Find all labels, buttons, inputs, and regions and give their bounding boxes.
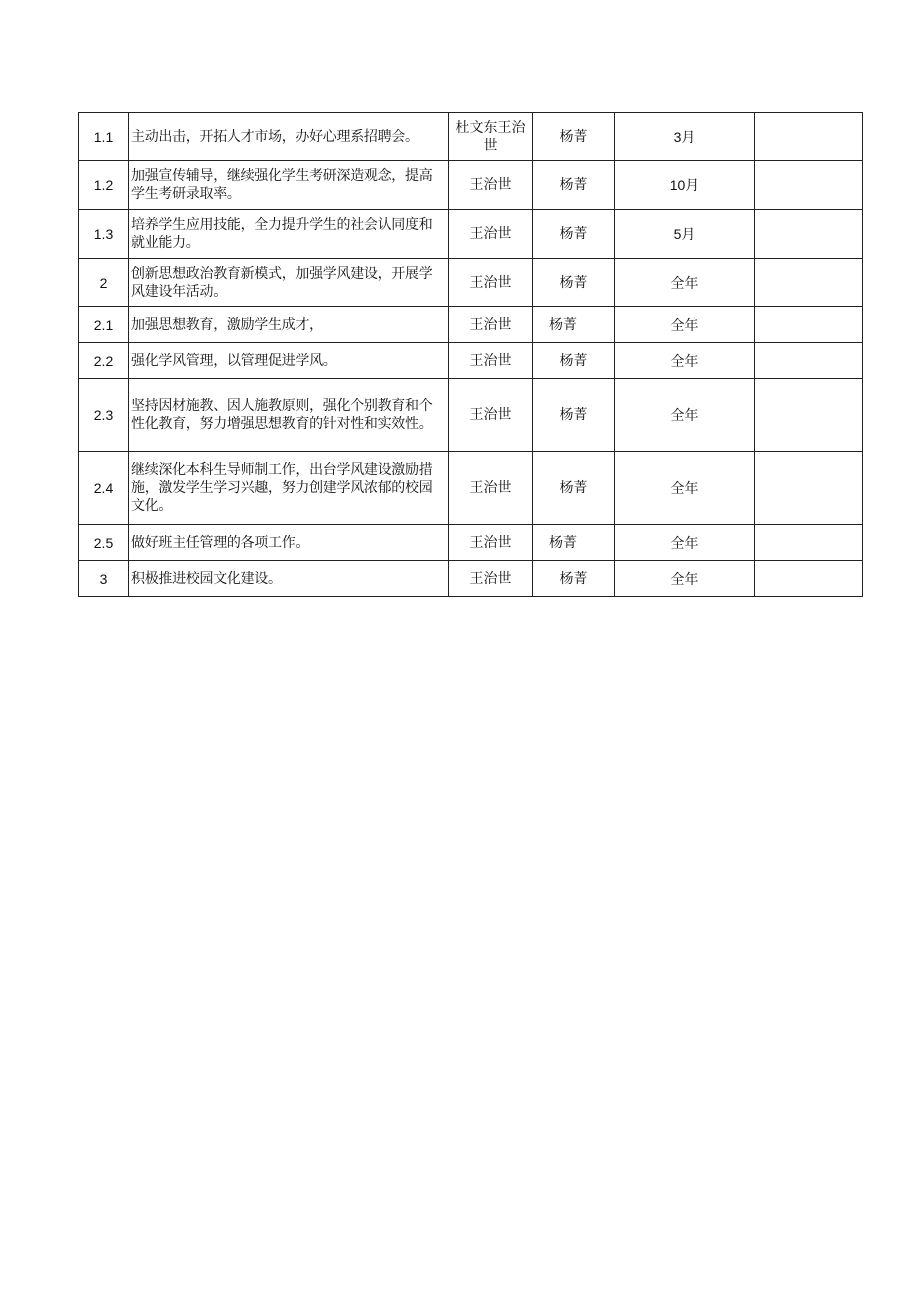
table-row [79, 113, 863, 161]
table-row [79, 452, 863, 525]
item-owner: 王治世 [449, 210, 533, 259]
item-content: 加强宣传辅导，继续强化学生考研深造观念，提高学生考研录取率。 [129, 161, 449, 210]
item-leader: 杨菁 [533, 210, 615, 259]
item-owner: 王治世 [449, 343, 533, 379]
item-leader: 杨菁 [533, 525, 615, 561]
item-note [755, 379, 863, 452]
item-number: 2.3 [79, 379, 129, 452]
item-note [755, 307, 863, 343]
item-note [755, 561, 863, 597]
table-row [79, 379, 863, 452]
item-leader: 杨菁 [533, 307, 615, 343]
item-leader: 杨菁 [533, 259, 615, 307]
item-number: 3 [79, 561, 129, 597]
table-row [79, 525, 863, 561]
item-owner: 王治世 [449, 259, 533, 307]
item-content: 积极推进校园文化建设。 [129, 561, 449, 597]
item-note [755, 259, 863, 307]
item-time: 10月 [615, 161, 755, 210]
item-note [755, 525, 863, 561]
item-leader: 杨菁 [533, 561, 615, 597]
item-number: 2 [79, 259, 129, 307]
item-time: 全年 [615, 259, 755, 307]
item-content: 做好班主任管理的各项工作。 [129, 525, 449, 561]
item-leader: 杨菁 [533, 379, 615, 452]
item-number: 1.3 [79, 210, 129, 259]
item-time: 3月 [615, 113, 755, 161]
item-note [755, 343, 863, 379]
item-note [755, 161, 863, 210]
item-note [755, 210, 863, 259]
table-row [79, 561, 863, 597]
item-content: 培养学生应用技能，全力提升学生的社会认同度和就业能力。 [129, 210, 449, 259]
item-number: 2.1 [79, 307, 129, 343]
item-number: 2.4 [79, 452, 129, 525]
item-time: 全年 [615, 343, 755, 379]
item-time: 全年 [615, 452, 755, 525]
item-owner: 王治世 [449, 161, 533, 210]
item-owner: 王治世 [449, 561, 533, 597]
item-leader: 杨菁 [533, 452, 615, 525]
item-content: 加强思想教育，激励学生成才， [129, 307, 449, 343]
item-leader: 杨菁 [533, 161, 615, 210]
item-owner: 王治世 [449, 307, 533, 343]
item-owner: 王治世 [449, 525, 533, 561]
table-row [79, 259, 863, 307]
item-time: 全年 [615, 525, 755, 561]
table-row [79, 210, 863, 259]
item-owner: 杜文东王治世 [449, 113, 533, 161]
table-row [79, 161, 863, 210]
item-time: 全年 [615, 379, 755, 452]
item-time: 5月 [615, 210, 755, 259]
item-number: 1.2 [79, 161, 129, 210]
item-note [755, 452, 863, 525]
table-row [79, 343, 863, 379]
item-content: 主动出击，开拓人才市场，办好心理系招聘会。 [129, 113, 449, 161]
item-leader: 杨菁 [533, 343, 615, 379]
item-time: 全年 [615, 561, 755, 597]
item-note [755, 113, 863, 161]
item-leader: 杨菁 [533, 113, 615, 161]
item-content: 继续深化本科生导师制工作，出台学风建设激励措施，激发学生学习兴趣，努力创建学风浓郁的校园文化。 [129, 452, 449, 525]
item-content: 坚持因材施教、因人施教原则，强化个别教育和个性化教育，努力增强思想教育的针对性和实效性。 [129, 379, 449, 452]
task-schedule-table [78, 112, 863, 597]
table-row [79, 307, 863, 343]
item-number: 2.5 [79, 525, 129, 561]
item-content: 创新思想政治教育新模式，加强学风建设，开展学风建设年活动。 [129, 259, 449, 307]
item-number: 1.1 [79, 113, 129, 161]
item-content: 强化学风管理，以管理促进学风。 [129, 343, 449, 379]
item-number: 2.2 [79, 343, 129, 379]
item-owner: 王治世 [449, 452, 533, 525]
item-owner: 王治世 [449, 379, 533, 452]
item-time: 全年 [615, 307, 755, 343]
